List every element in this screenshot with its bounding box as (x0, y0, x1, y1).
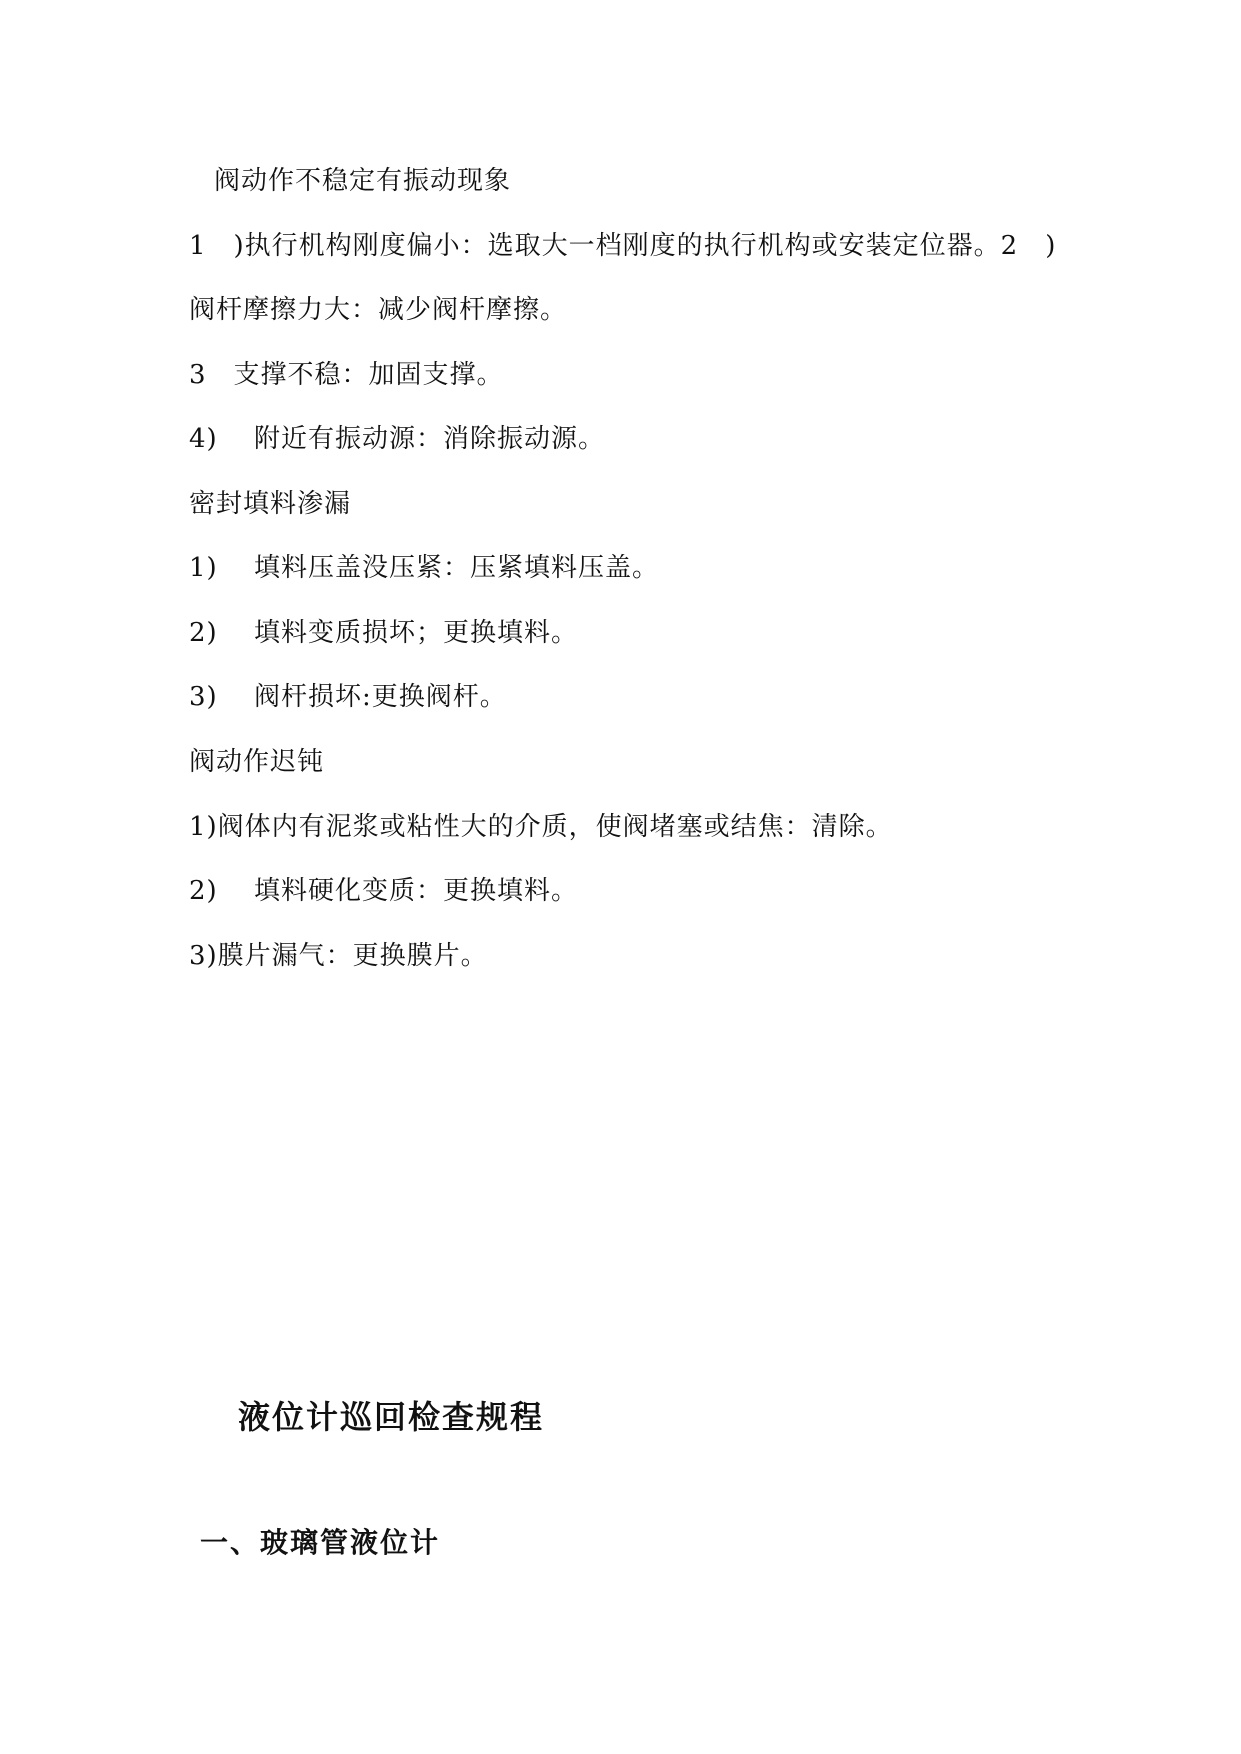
section-title-packing-leak: 密封填料渗漏 (189, 489, 352, 519)
paragraph-line: 阀杆摩擦力大：减少阀杆摩擦。 (189, 295, 568, 325)
list-item: 3) 阀杆损坏:更换阀杆。 (189, 682, 507, 712)
list-item: 1) 填料压盖没压紧：压紧填料压盖。 (189, 553, 659, 583)
list-item: 2) 填料变质损坏；更换填料。 (189, 618, 578, 648)
section-title-valve-sluggish: 阀动作迟钝 (189, 747, 325, 777)
paragraph-line: 4) 附近有振动源：消除振动源。 (189, 424, 605, 454)
chapter-title: 液位计巡回检查规程 (238, 1398, 545, 1436)
list-item: 1)阀体内有泥浆或粘性大的介质，使阀堵塞或结焦：清除。 (189, 812, 893, 842)
paragraph-line: 1 )执行机构刚度偏小：选取大一档刚度的执行机构或安装定位器。2 ) (189, 231, 1057, 261)
list-item: 2) 填料硬化变质：更换填料。 (189, 876, 578, 906)
paragraph-line: 3 支撑不稳：加固支撑。 (189, 360, 504, 390)
list-item: 3)膜片漏气：更换膜片。 (189, 941, 488, 971)
chapter-subtitle: 一、玻璃管液位计 (200, 1526, 441, 1559)
section-title-valve-vibration: 阀动作不稳定有振动现象 (214, 166, 512, 196)
